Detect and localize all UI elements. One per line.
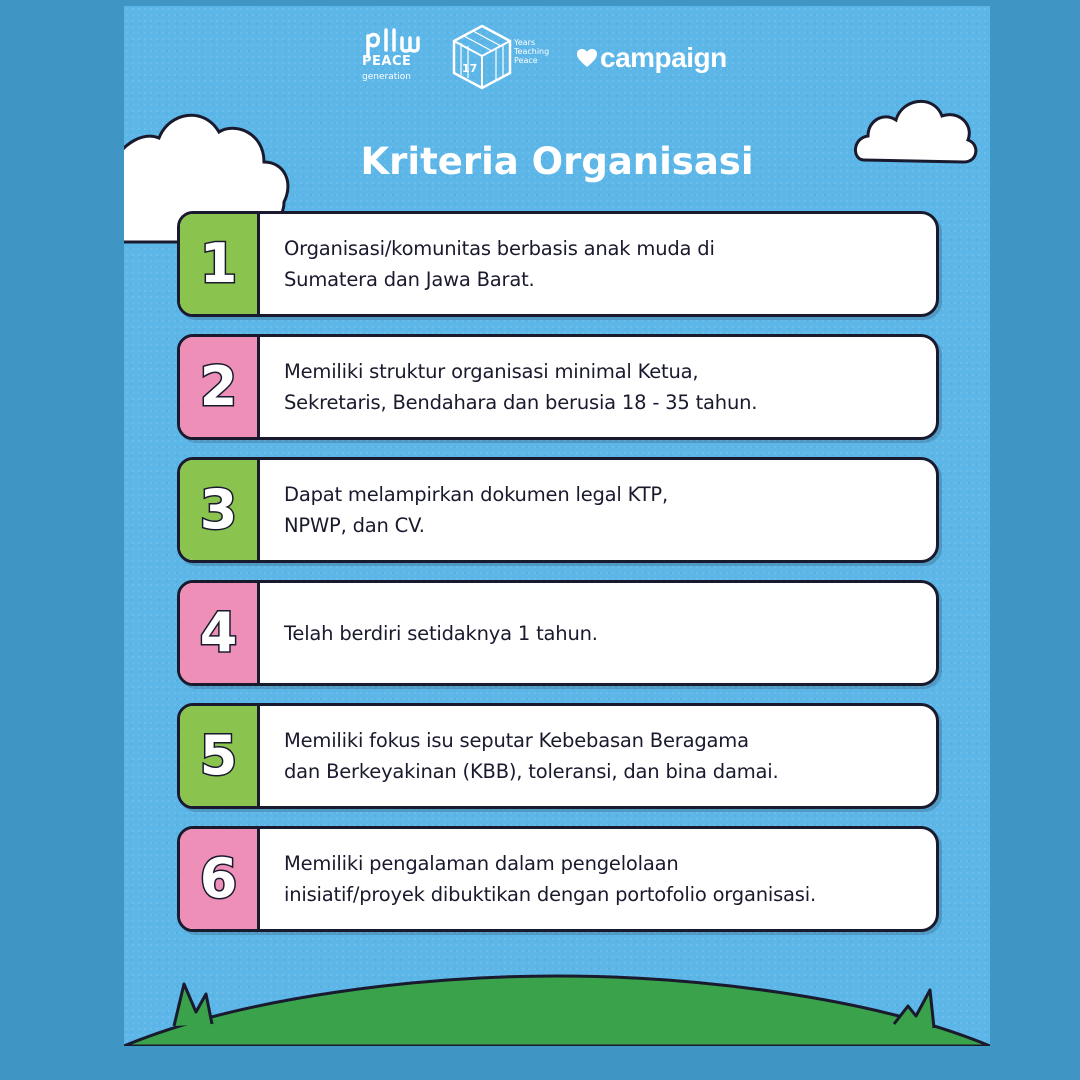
number-badge <box>180 829 260 929</box>
ytp-number: 17 <box>462 62 478 75</box>
criteria-text <box>284 706 918 806</box>
criteria-line: Sekretaris, Bendahara dan berusia 18 - 35 tahun. <box>284 391 758 414</box>
criteria-number: 6 <box>199 847 238 910</box>
criteria-line: Sumatera dan Jawa Barat. <box>284 268 535 291</box>
grass-hill-icon <box>124 966 990 1046</box>
criteria-line: dan Berkeyakinan (KBB), toleransi, dan bina damai. <box>284 760 779 783</box>
campaign-logo <box>576 40 727 76</box>
criteria-number: 3 <box>199 478 238 541</box>
criteria-number: 5 <box>199 724 238 787</box>
criteria-line: Organisasi/komunitas berbasis anak muda di <box>284 237 715 260</box>
peace-word: PEACE <box>362 54 412 69</box>
criteria-item-4 <box>177 580 939 686</box>
ytp-line-teaching: Teaching <box>514 47 550 56</box>
poster <box>124 6 990 1046</box>
number-badge <box>180 337 260 437</box>
criteria-line: Memiliki struktur organisasi minimal Ketua, <box>284 360 699 383</box>
number-badge <box>180 583 260 683</box>
criteria-number: 2 <box>199 355 238 418</box>
ytp-text <box>514 38 574 65</box>
number-badge <box>180 460 260 560</box>
ytp-line-peace: Peace <box>514 56 538 65</box>
cube-icon <box>452 24 512 90</box>
criteria-item-2 <box>177 334 939 440</box>
heart-icon <box>576 48 598 68</box>
criteria-line: NPWP, dan CV. <box>284 514 425 537</box>
criteria-line: Dapat melampirkan dokumen legal KTP, <box>284 483 668 506</box>
criteria-line: Memiliki pengalaman dalam pengelolaan <box>284 852 679 875</box>
criteria-text <box>284 337 918 437</box>
criteria-text <box>284 214 918 314</box>
page-title: Kriteria Organisasi <box>360 140 754 183</box>
criteria-line: Telah berdiri setidaknya 1 tahun. <box>284 621 598 645</box>
criteria-number: 4 <box>199 601 238 664</box>
number-badge <box>180 214 260 314</box>
criteria-item-5 <box>177 703 939 809</box>
criteria-line: Memiliki fokus isu seputar Kebebasan Beragama <box>284 729 749 752</box>
criteria-item-6 <box>177 826 939 932</box>
peace-generation-logo <box>362 28 432 90</box>
criteria-text <box>284 583 918 683</box>
criteria-line: inisiatif/proyek dibuktikan dengan portofolio organisasi. <box>284 883 816 906</box>
campaign-word: campaign <box>600 42 727 73</box>
criteria-item-3 <box>177 457 939 563</box>
years-teaching-peace-logo <box>452 24 572 90</box>
criteria-item-1 <box>177 211 939 317</box>
criteria-text <box>284 460 918 560</box>
criteria-text <box>284 829 918 929</box>
generation-word: generation <box>362 72 411 82</box>
logo-bar <box>362 24 762 90</box>
ytp-line-years: Years <box>514 38 536 47</box>
criteria-number: 1 <box>199 232 238 295</box>
number-badge <box>180 706 260 806</box>
